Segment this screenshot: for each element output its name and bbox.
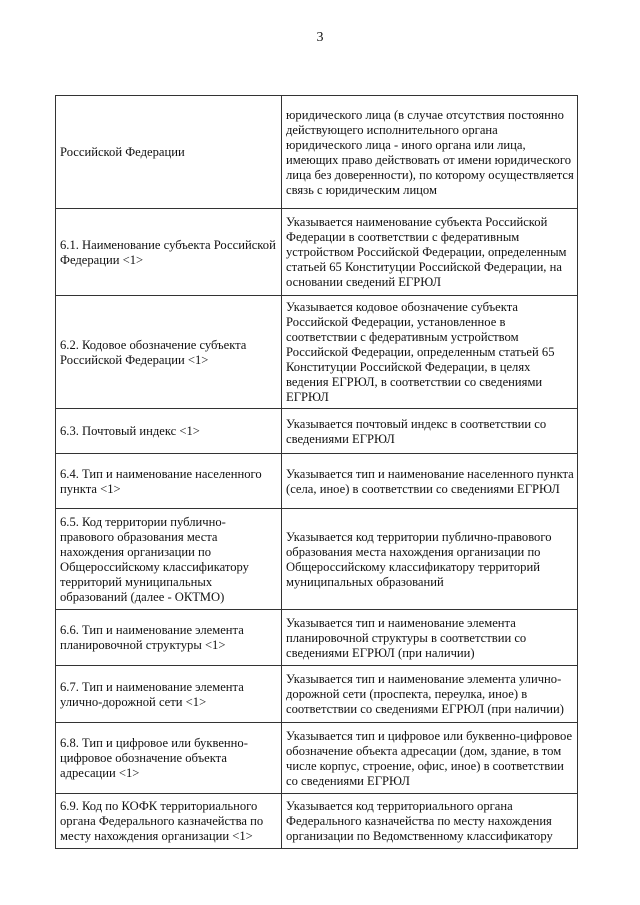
row-label: 6.2. Кодовое обозначение субъекта Российской Федерации <1> — [56, 296, 282, 409]
row-label: 6.8. Тип и цифровое или буквенно-цифровое обозначение объекта адресации <1> — [56, 723, 282, 794]
table-row — [56, 454, 578, 509]
row-label: 6.9. Код по КОФК территориального органа Федерального казначейства по месту нахождения организации <1> — [56, 794, 282, 849]
table-row — [56, 723, 578, 794]
row-label: 6.1. Наименование субъекта Российской Федерации <1> — [56, 209, 282, 296]
table-row — [56, 209, 578, 296]
row-description: юридического лица (в случае отсутствия постоянно действующего исполнительного органа юридического лица - иного органа или лица, имеющих право действовать от имени юридического лица без доверенности), по которому осуществляется связь с юридическим лицом — [282, 96, 578, 209]
row-description: Указывается код территориального органа Федерального казначейства по месту нахождения организации по Ведомственному классификатору — [282, 794, 578, 849]
row-label: 6.6. Тип и наименование элемента планировочной структуры <1> — [56, 610, 282, 666]
row-description: Указывается почтовый индекс в соответствии со сведениями ЕГРЮЛ — [282, 409, 578, 454]
row-label: Российской Федерации — [56, 96, 282, 209]
row-description: Указывается тип и цифровое или буквенно-цифровое обозначение объекта адресации (дом, здание, в том числе корпус, строение, офис, иное) в соответствии со сведениями ЕГРЮЛ — [282, 723, 578, 794]
table-row — [56, 666, 578, 723]
row-description: Указывается код территории публично-правового образования места нахождения организации по Общероссийскому классификатору территорий муниципальных образований — [282, 509, 578, 610]
row-label: 6.7. Тип и наименование элемента улично-дорожной сети <1> — [56, 666, 282, 723]
page-number: 3 — [316, 30, 324, 45]
table-row — [56, 409, 578, 454]
table-row — [56, 794, 578, 849]
row-description: Указывается кодовое обозначение субъекта Российской Федерации, установленное в соответствии с федеративным устройством Российской Федерации, определенным статьей 65 Конституции Российской Федерации, в целях ведения ЕГРЮЛ, в соответствии со сведениями ЕГРЮЛ — [282, 296, 578, 409]
table-row — [56, 610, 578, 666]
row-label: 6.4. Тип и наименование населенного пункта <1> — [56, 454, 282, 509]
row-description: Указывается тип и наименование элемента улично-дорожной сети (проспекта, переулка, иное) в соответствии со сведениями ЕГРЮЛ (при наличии) — [282, 666, 578, 723]
row-description: Указывается тип и наименование элемента планировочной структуры в соответствии со сведениями ЕГРЮЛ (при наличии) — [282, 610, 578, 666]
table-row — [56, 296, 578, 409]
table-row — [56, 509, 578, 610]
row-label: 6.3. Почтовый индекс <1> — [56, 409, 282, 454]
row-label: 6.5. Код территории публично-правового образования места нахождения организации по Общероссийскому классификатору территорий муниципальных образований (далее - ОКТМО) — [56, 509, 282, 610]
row-description: Указывается тип и наименование населенного пункта (села, иное) в соответствии со сведениями ЕГРЮЛ — [282, 454, 578, 509]
row-description: Указывается наименование субъекта Российской Федерации в соответствии с федеративным устройством Российской Федерации, определенным статьей 65 Конституции Российской Федерации, на основании сведений ЕГРЮЛ — [282, 209, 578, 296]
table-row — [56, 96, 578, 209]
requisites-table — [55, 95, 578, 849]
